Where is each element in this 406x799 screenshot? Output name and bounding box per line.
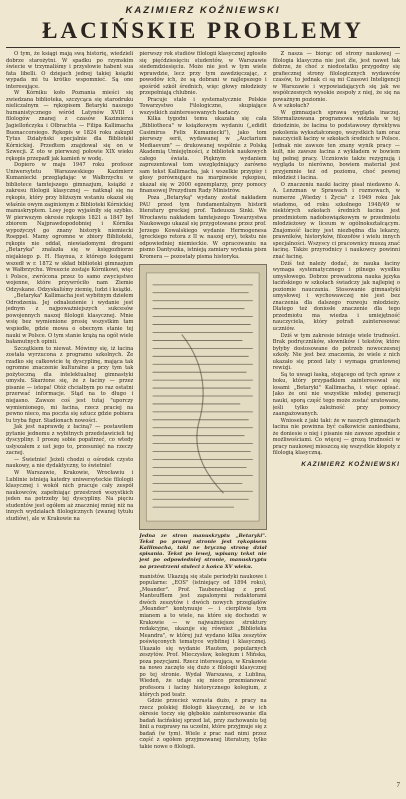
column-3 — [273, 51, 400, 796]
paragraph: Wniosek z jaki taki: że w naszych gimnazjach łacina nie powinna być całkowicie zaniedbana, że doniesie o niej i pisanie nie zawsze zgodnie z możliwościami. Co więcej — grozą trudności w pracy naukowej mieszczą się wszystkie kłopoty z filologią klasyczną. — [272, 417, 400, 457]
paragraph: Kilka tygodni temu ukazała się cała „Bibliotheca" w książkowym wydaniu („edidit Casimirus Felix Kumaniecki"), jako tom pierwszy serii, wydawanej w „Auctarium Mediaevum" — drukowanej wspólnie z Polską Akademią Umiejętności, z bibliotek naukowych całego świata. Pięknym wydaniem zaprezentował tom uwzględniający zarówno sam tekst Kallimacha, jak i wszelkie przypisy i glosy porównujące na marginesie rękopisu, ukazał się w 2000 egzemplarzy, przy pomocy finansowej Prezydium Rady Ministrów. — [139, 116, 267, 195]
page-number: 7 — [396, 781, 400, 789]
title-divider — [6, 47, 400, 48]
paragraph: pierwszy rok studiów filologii klasycznej zgłosiło się pięćdziesięciu studentów, w Warszawie siedemdziesięciu. Może nie jest w tym wiele wprawdzie, lecz przy tym zawdzięczając, z powodów ich, że są dobrani w najlepszego i spośród szkół średnich, więc głowy młodzieży przepełniają chlubnie. — [139, 51, 267, 97]
paragraph: Z nasza — biorąc od strony naukowej — filologia klasyczna nie jest źle, jest nawet tak dobrze, że choć z niedostatku przygodny się grafiecznej strony filologicznych wydawców czasów, to jednak ci są mi Czasowi Inteligencji w Warszawie i wypowiadających się jak we współczesnych wysokie zespoły z niej, że się na poważnym poziomie. — [272, 51, 400, 103]
paragraph: Dopiero w maju 1947 roku profesor Uniwersytetu Warszawskiego Kazimierz Kumaniecki przeglądając w Wałbrzychu w bibliotece tamtejszego gimnazjum, książki z zakresu filologii klasycznej — natknął się na rękopis, który przy bliższym wstaniu okazał się właśnie owym zaginionym z Biblioteki Kórnickiej manuskryptem. Losy jego wyjaśniły się szybko. W pierwszym okresie rękopis 1821 a 1847 był zbiorem Najprawdopodobniej i Kórnika wypożyczył go znany historyk niemiecki Roeppel. Mamy ogromne w zbiory Biblioteki, rękopis nie oddał, niewiadomymi drogami „Betaryka" znalazła się w księgozbiorze niejakiego p. H. Haynua, z którego księgami wszedł w r. 1872 w skład biblioteki gimnazjum w Wałbrzychu. Wreszcie zostaje Kórnikowi, więc i Polsce, zwrócona przez to samo zwycięstwo wojenne, które przywróciło nam Ziemie Odzyskane. Odzyskaliśmy ziemię, ludzi i książki. — [6, 162, 134, 293]
paragraph: W Kórniku koło Poznania mieści się zwiedzana biblioteka, szczycąca się starodruku nieliczalnym — rękopisem Betaryki naszego humanistycznego wśród Latynów XVIII i filologów znanej z czasów Kazimierza Jagiellończyka i Olbrachta — Filipa Kallimacha Buonaccorsiego. Rękopis w 1824 roku zakupił Tytus Działyński specjalnie dla Biblioteki Kórnickiej. Przedtem znajdował się on w Szwecji. Z oto w pierwszej połowie XIX wieku rękopis przepadł jak kamień w wodę. — [6, 90, 134, 162]
photo-caption: Jedna ze stron manuskryptu „Betaryki". Tekst po prawej stronie jest rękopisem Kallimacha, taki ne bryczną stronę dział spisania. Tekst po lewej, wpisany tekst nie jest po odpowiedniej stronie, manuskryptu na przestrzeni stuleci z końca XV wieku. — [139, 532, 267, 570]
paragraph: Szczątkiem to niewat. Mówimy się, iż łacina została wyrzucona z programu szkolnych. Że rzadko się całkowicie tę dyscyplinę, mająca tak ogromne znaczenie kulturalne a przy tym tak pożyteczną dla intelektualnej gimnastyki umysłu. Skarżone się, że z łaciny — przez pisanie — istopa! Otóż chciałbym po raz ostatni przerwać informacje. Stąd na to długo i niejasno. Zawsze coś jest tutaj "uporczy wymienionego, mi łacina, rzecz praciej na pewno nieco, ma poczta się sztucz gdzie pobiera tu tryba figur. Stadionach nowości. — [6, 345, 134, 424]
paragraph: Dziś też należy dodać, że nauka łaciny wymaga systematycznego i pilnego wysiłku umysłowego. Dobrze prowadzona nauka języka łacińskiego w szkołach świadczy jak najlepiej o poziomie nauczania. Stosowanie gimnastyki umysłowej i wychowawczej nie jest bez znaczenia dla dalszego rozwoju młodzieży. Dlatego też doniosłe znaczenie dla tego przedmiotu ma wiedza i umiejętność nauczyciela, który potrafi zainteresować uczniów. — [272, 260, 400, 332]
section-question: A w szkołach? — [272, 103, 310, 110]
paragraph: O znaczeniu nauki łaciny pisał niedawno A. A. Lenzman w Sprawach i rozmowach, w numerze „Wiedzy i Życia" z 1949 roku Jak wiadomo, od roku szkolnego 1948/49 w niektórych szkołach średnich łacina jest przedmiotem nadobowiązkowym w przedmiotu młodzieżowy w liceum w ogólnokształcącym. Znajomość łaciny jest niezbędna dla lekarzy, prawników, historyków, filozofów i wielu innych specjalności. Wszyscy ci pracownicy muszą znać łacinę. Także przyrodnicy i naukowcy powinni znać łacinę. — [272, 181, 400, 260]
manuscript-photo — [139, 264, 266, 530]
paragraph: Jak jest naprawdę z łaciną? — postawiłem pytanie jednemu z wybitnych przedstawicieli tej dyscypliny. I proszę sobie popatrzeć, co wtedy usłyszałem z ust jego to, przesunięć na rzeczy zacnej. — [6, 424, 134, 457]
paragraph: O tym, że ksiągi mają swą historię, wiedzieli dobrze starożytni. W spadku po rzymskim świecie w trzymaliśmy i przysłowie habent sua fata libelli. O dziejach jednej takiej książki wypada mi tu krótko wspomnieć. Są one interesujące. — [6, 51, 134, 90]
paragraph: „Betaryka" Kallimacha jest wybitnym dziełem Odrodzenia. Jej odnalezienie i wydanie jest jednym z najpoważniejszych sukcesów powojennych naszej filologii klasycznej. Mnie wsię bez wymienione prosię wszystkim tam wspiedłe, gdzie mowa o obecnym stanie tej nauki w Polsce. O tym stanie krążą na ogół wiele bałamutnych opinii. — [6, 293, 134, 346]
paragraph: Dziś w tym zakresie istnieje wiele trudności. Brak podręczników, słowników i tekstów, które byłyby dostosowane do potrzeb nowoczesnej szkoły. Nie jest bez znaczenia, że wiele z nich ukazało się przed laty i wymaga gruntownej rewizji. — [272, 332, 400, 372]
paragraph: W Warszawie, Krakowie, Wrocławiu i Lublinie istnieją katedry uniwersyteckie filologii klasycznej i wokół nich pracuje cały zespół naukowców, zapełniając przestrzeń wszystkich jeden na potrzeby tej dyscypliny. Na pięciu studentów jest ogółem aż znaczniej mniej niż na innych wydziałach filologicznych (zwanej tytułu studiów), ale w Krakowie na — [6, 470, 134, 522]
paragraph: W gimnazjach sprawa wygląda inaczej. Sformalizowana programowa widziała w tej dziedzinie, że łacina to podstawowy dyrektywa pokolenia wykształconego, wszystkich tam oraz nauczycieli łaciny w szkołach średnich w Polsce. Jednak nie zawsze ten znany wynik pracy — kult, nie zawsze łacina z wykładem w bowiem tej pełnej pracy. Uczniowie także rezygnują i wygląda to nierówno, bowiem materiał jest przyjemnie też od poziomu, choć pewnej młodzież i łacina. — [272, 109, 400, 182]
paragraph: manistów. Ukazują się stale periodyki naukowe i popularne: „EOS" (istniejący od 1894 roku), „Meander". Prof. Taubenschlag z prof. Manteufflem jest zapalonymi redaktorami dwóch zeszytów i dwóch nowych przeglądów „Meander" kontynuuje — i cierpliwie tym mianem a to wiele, na które się dochodzi w Krakowie — w najważniejsze struktury redakcyjne, ukazuje się również „Biblioteka Meandra", w której już wydano kilka zeszytów poświęconych tematyce wybitnej i klasycznej. Ukazało się wydanie Plautem, popularnych zeszytów. Prof. Mieczysław, kolegium i Mińska, poza pozycjami. Rzecz interesująca, w Krakowie na nowo zaczęto się dużo z filologii klasycznej po tej stronie. Wydał Warszawa, z Lublina, Wiedeń, że udaje się nieco przemianować profesora i łaciny historycznego kolegium, z których pod teatr. — [139, 573, 267, 698]
paragraph: — Świetnie! Jeżeli chodzi o ośrodek czysto naukowy, a nie dydaktyczny, to świetnie! — [6, 456, 134, 470]
paragraph: Pracuje stale i systematycznie Polskie Towarzystwo Filologiczne, skupiające wszystkich zainteresowanych badaczy. — [139, 96, 267, 116]
manuscript-image — [140, 265, 265, 529]
paragraph: Poza „Betaryką" wydany został nakładem PAU przed tym fundamentalnym historii literatury greckiej prof. Tadeusza Sinki. We Wrocławiu nakładem tamtejszego Towarzystwa Naukowego ukazał się przygotowane przez prof. Jerzego Kowalskiego wydanie Hermogenesa (greckiego retora z II w. naszej ery), tekstu nie odpowiedniej niemieckie. W opracowaniu na pismo Dantyszka, istnieją zamiary wydania pism Kromera — pozostały pisma historyka. — [139, 195, 267, 260]
column-2 — [139, 51, 266, 796]
article-title: ŁACIŃSKIE PROBLEMY — [42, 18, 364, 43]
paragraph: Są to uwagi łaską, stojącego od tych spraw z boku, który przypadkiem zainteresował się losami „Betaryki" Kallimacha, i więc opisać. Jako że oni nie wszystkie młodej generacji nauki, sporą część tego może zostać uratowane, jeśli tylko zależność przy pomocy zaangażowanych. — [272, 371, 400, 418]
author-signature: KAZIMIERZ KOŹNIEWSKI — [301, 460, 400, 468]
paragraph: Gdzie przecież wzrasta dużo, z pracy na rzecz polskiej filologii klasycznej, że w ich okresie toczy się głębokie zainteresowanie dla badań łacińskiej sprzed lat, przy zachowaniu tej linii a rozprawy na uczelni, które przyjmuje się z badań (w tym). Wiele z prac nad nimi przez część z ogółem przyjmowanej literatury, tylko takie nowe o filologii. — [139, 698, 267, 750]
article-columns — [6, 51, 400, 796]
article-author: KAZIMIERZ KOŹNIEWSKI — [125, 5, 281, 16]
column-1 — [6, 51, 133, 796]
